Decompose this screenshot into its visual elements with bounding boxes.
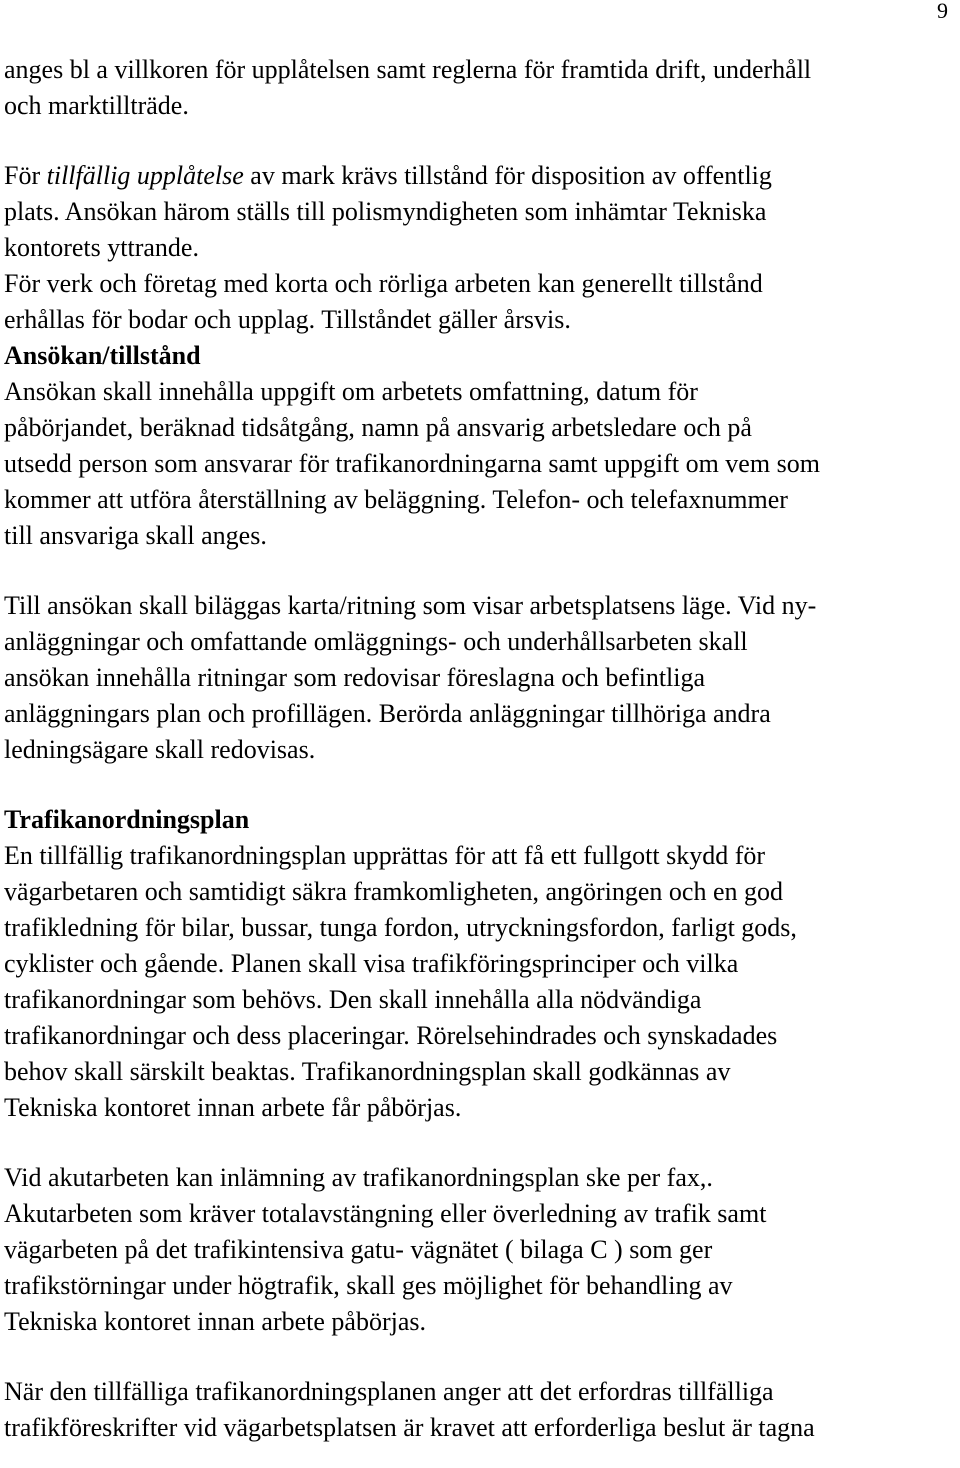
- text-line: Till ansökan skall biläggas karta/ritning som visar arbetsplatsens läge. Vid ny-: [4, 591, 817, 620]
- text-line: till ansvariga skall anges.: [4, 521, 267, 550]
- paragraph-gap: [4, 1340, 956, 1374]
- text-line: ansökan innehålla ritningar som redovisar föreslagna och befintliga: [4, 663, 706, 692]
- section-heading: Trafikanordningsplan: [4, 805, 250, 834]
- text-line: plats. Ansökan härom ställs till polismyndigheten som inhämtar Tekniska: [4, 197, 767, 226]
- paragraph-gap: [4, 554, 956, 588]
- text-line: Akutarbeten som kräver totalavstängning eller överledning av trafik samt: [4, 1199, 767, 1228]
- text-line: kommer att utföra återställning av beläggning. Telefon- och telefaxnummer: [4, 485, 788, 514]
- text-line: trafikanordningar och dess placeringar. Rörelsehindrades och synskadades: [4, 1021, 778, 1050]
- text-line: kontorets yttrande.: [4, 233, 199, 262]
- italic-text: tillfällig upplåtelse: [46, 161, 244, 190]
- text-line: trafikanordningar som behövs. Den skall innehålla alla nödvändiga: [4, 985, 702, 1014]
- paragraph-gap: [4, 1126, 956, 1160]
- text-line: Tekniska kontoret innan arbete påbörjas.: [4, 1307, 426, 1336]
- text-segment: av mark krävs tillstånd för disposition av offentlig: [243, 161, 772, 190]
- text-line: cyklister och gående. Planen skall visa trafikföringsprinciper och vilka: [4, 949, 739, 978]
- text-line: anläggningar och omfattande omläggnings- och underhållsarbeten skall: [4, 627, 748, 656]
- page-number: 9: [937, 0, 948, 23]
- text-line: påbörjandet, beräknad tidsåtgång, namn på ansvarig arbetsledare och på: [4, 413, 752, 442]
- text-line: vägarbeten på det trafikintensiva gatu- vägnätet ( bilaga C ) som ger: [4, 1235, 713, 1264]
- text-line: trafikledning för bilar, bussar, tunga fordon, utryckningsfordon, farligt gods,: [4, 913, 797, 942]
- text-line: [4, 158, 956, 194]
- text-line: När den tillfälliga trafikanordningsplanen anger att det erfordras tillfälliga: [4, 1377, 774, 1406]
- paragraph-gap: [4, 124, 956, 158]
- text-line: En tillfällig trafikanordningsplan upprättas för att få ett fullgott skydd för: [4, 841, 766, 870]
- text-line: För verk och företag med korta och rörliga arbeten kan generellt tillstånd: [4, 269, 763, 298]
- text-line: och marktillträde.: [4, 91, 189, 120]
- text-line: behov skall särskilt beaktas. Trafikanordningsplan skall godkännas av: [4, 1057, 731, 1086]
- text-line: vägarbetaren och samtidigt säkra framkomligheten, angöringen och en god: [4, 877, 784, 906]
- text-line: utsedd person som ansvarar för trafikanordningarna samt uppgift om vem som: [4, 449, 820, 478]
- paragraph-gap: [4, 768, 956, 802]
- text-line: Vid akutarbeten kan inlämning av trafikanordningsplan ske per fax,.: [4, 1163, 713, 1192]
- text-line: trafikföreskrifter vid vägarbetsplatsen är kravet att erforderliga beslut är tagna: [4, 1413, 815, 1442]
- text-line: trafikstörningar under högtrafik, skall ges möjlighet för behandling av: [4, 1271, 733, 1300]
- text-line: ledningsägare skall redovisas.: [4, 735, 316, 764]
- document-body: [4, 52, 956, 1446]
- text-segment: För: [4, 161, 47, 190]
- section-heading: Ansökan/tillstånd: [4, 341, 201, 370]
- text-line: erhållas för bodar och upplag. Tillståndet gäller årsvis.: [4, 305, 571, 334]
- text-line: anges bl a villkoren för upplåtelsen samt reglerna för framtida drift, underhåll: [4, 55, 812, 84]
- text-line: Ansökan skall innehålla uppgift om arbetets omfattning, datum för: [4, 377, 698, 406]
- text-line: anläggningars plan och profillägen. Berörda anläggningar tillhöriga andra: [4, 699, 771, 728]
- text-line: Tekniska kontoret innan arbete får påbörjas.: [4, 1093, 462, 1122]
